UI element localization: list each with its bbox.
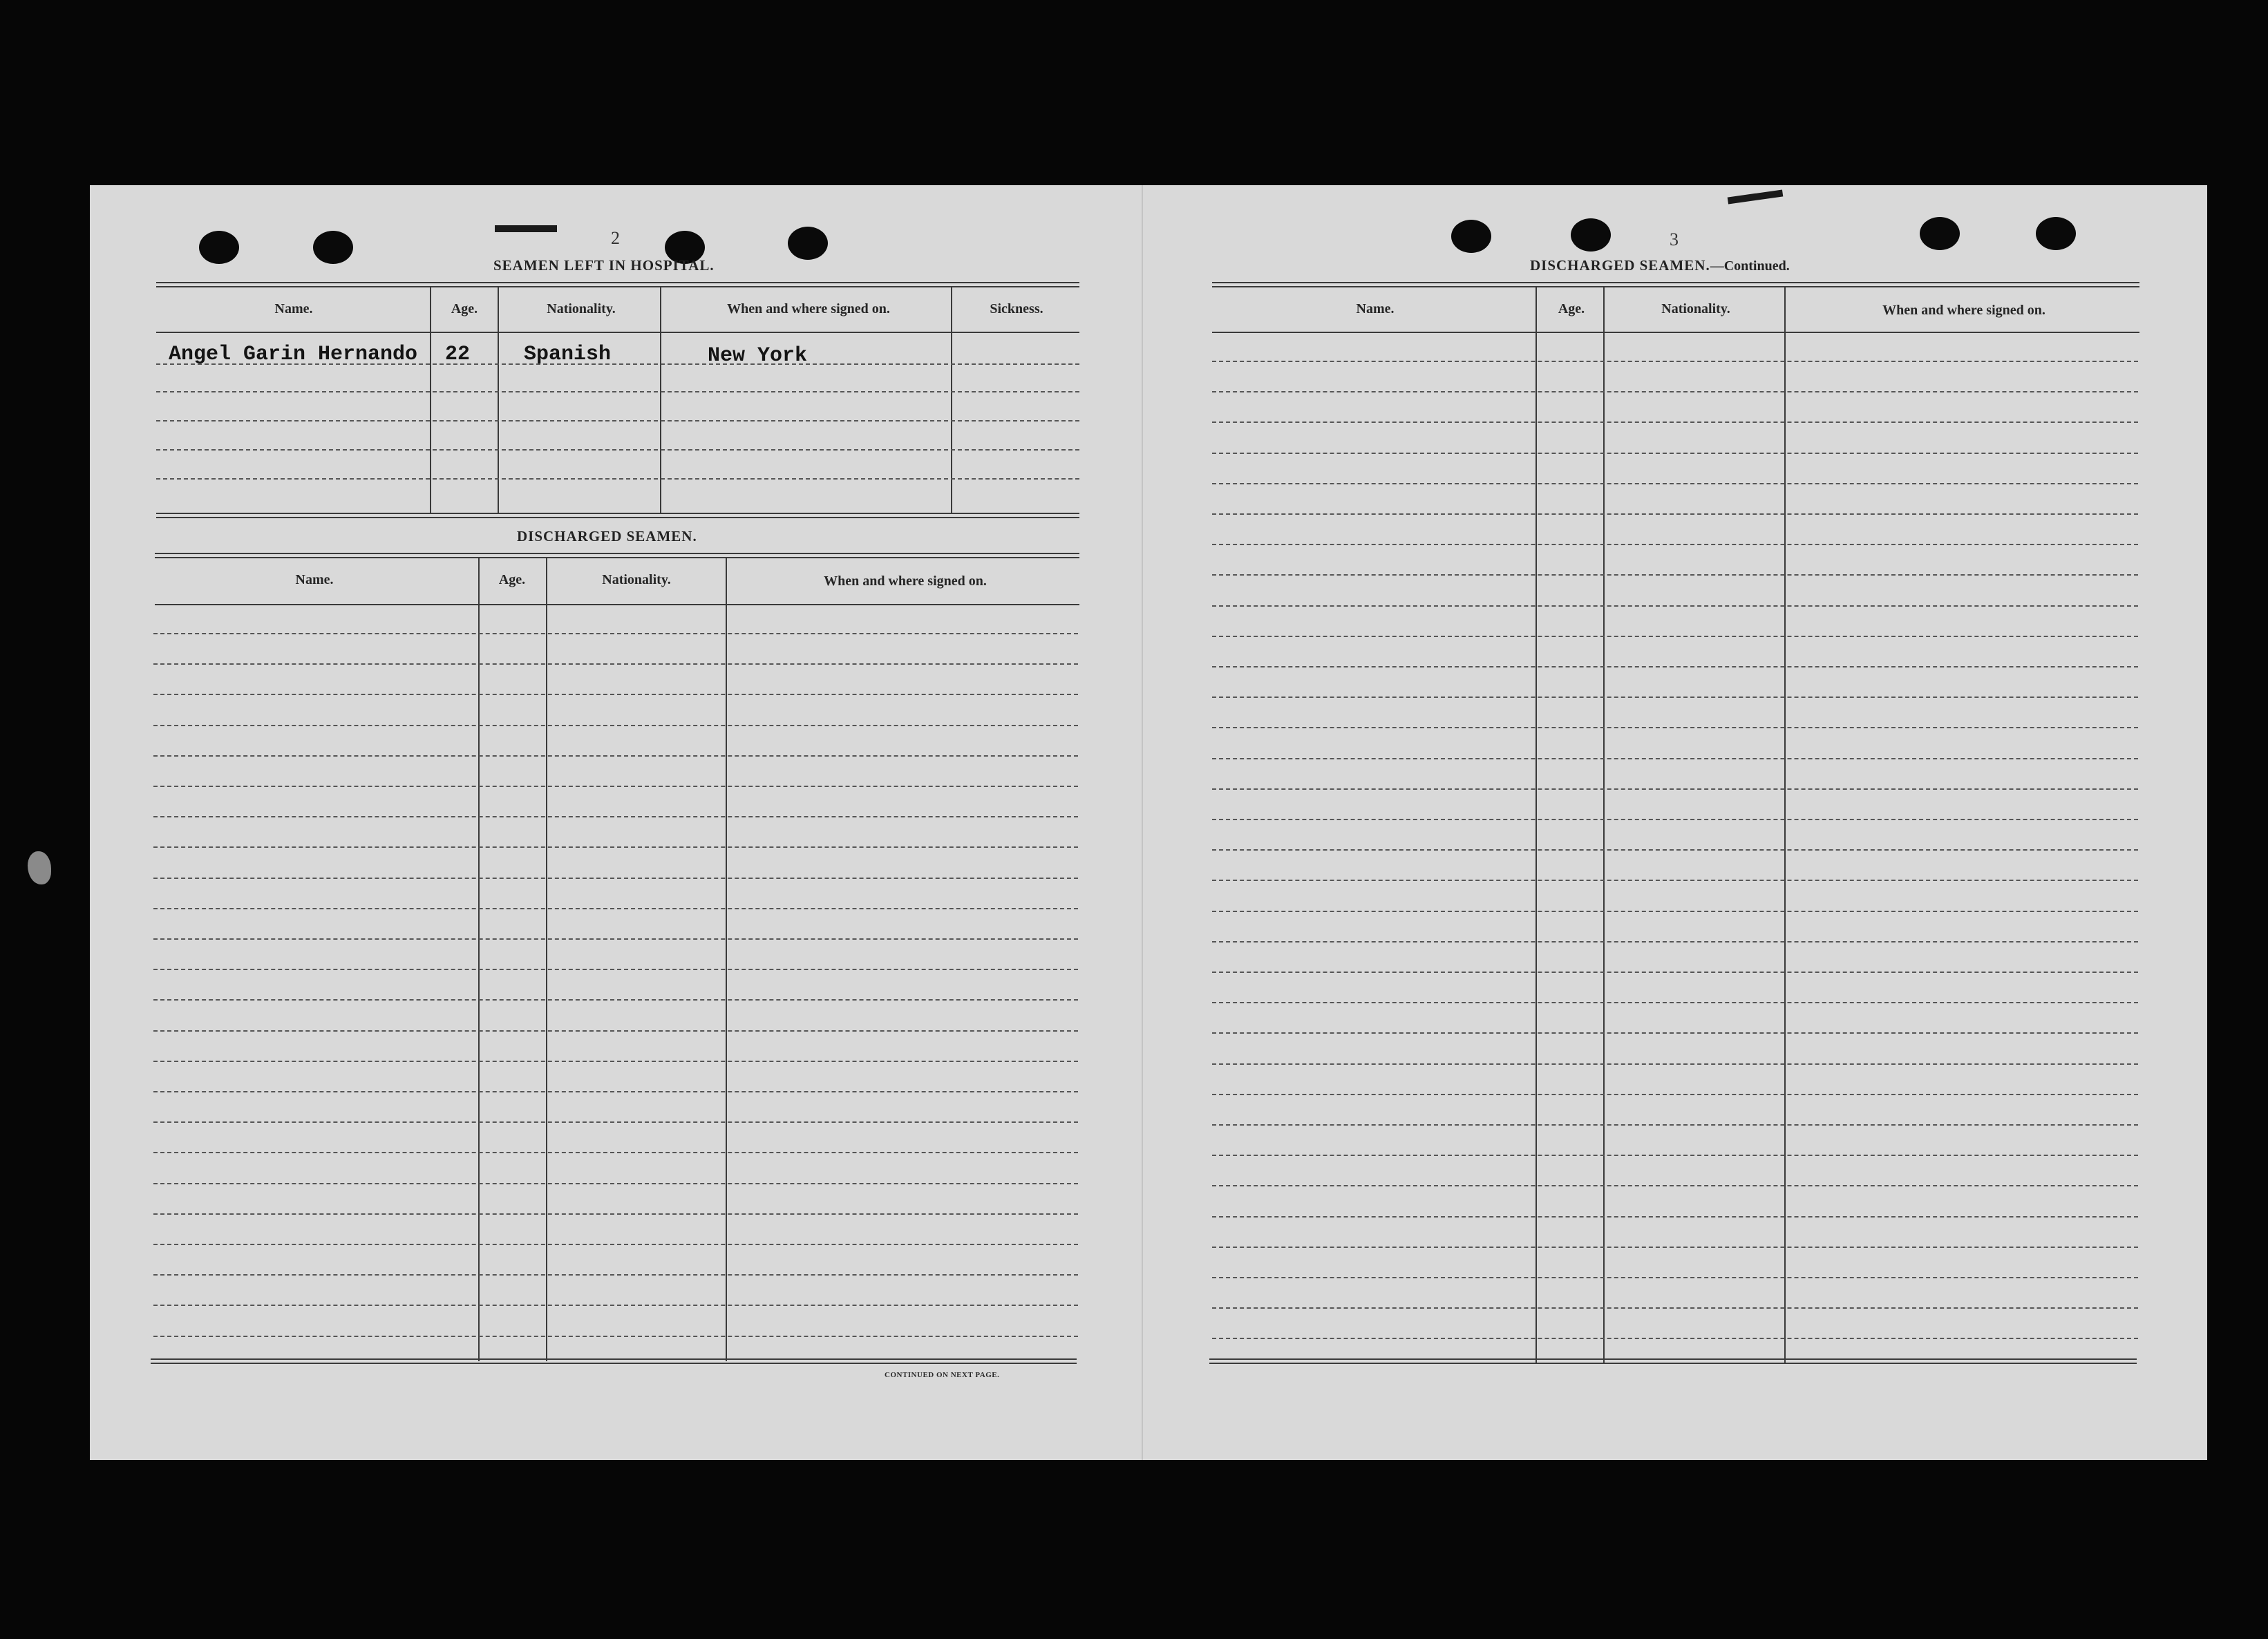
discharged-col-divider — [726, 557, 727, 1361]
continued-suffix: —Continued. — [1710, 258, 1790, 274]
page-fold — [1142, 185, 1143, 1460]
ledger-row-line — [1212, 513, 2138, 515]
ledger-row-line — [1212, 941, 2138, 942]
discharged-col-divider — [546, 557, 547, 1361]
punch-hole — [199, 231, 239, 264]
discharged-top-rule — [155, 557, 1079, 558]
ledger-row-line — [153, 999, 1078, 1001]
ledger-row-line — [1212, 727, 2138, 728]
hospital-top-rule — [156, 282, 1079, 283]
hospital-row-line — [156, 449, 1079, 451]
ledger-row-line — [1212, 788, 2138, 790]
ledger-row-line — [1212, 1124, 2138, 1126]
punch-hole — [1920, 217, 1960, 250]
ledger-row-line — [1212, 605, 2138, 607]
right-top-rule — [1212, 282, 2139, 283]
ledger-row-line — [153, 878, 1078, 879]
discharged-header-rule — [155, 604, 1079, 605]
ledger-row-line — [153, 1030, 1078, 1032]
hospital-header-rule — [156, 332, 1079, 333]
ledger-row-line — [1212, 1338, 2138, 1339]
ledger-row-line — [153, 1121, 1078, 1123]
ledger-row-line — [1212, 1307, 2138, 1309]
right-header-rule — [1212, 332, 2139, 333]
hospital-col-age: Age. — [451, 301, 478, 316]
ledger-row-line — [1212, 697, 2138, 698]
discharged-continued-heading — [1530, 257, 1790, 274]
ledger-row-line — [1212, 1002, 2138, 1003]
right-col-age: Age. — [1558, 301, 1585, 316]
right-bottom-rule — [1209, 1358, 2137, 1360]
discharged-col-divider — [478, 557, 480, 1361]
hospital-bottom-rule — [156, 517, 1079, 518]
ledger-row-line — [1212, 1277, 2138, 1278]
ledger-row-line — [1212, 911, 2138, 912]
page-number-left: 2 — [611, 228, 620, 248]
ledger-row-line — [1212, 849, 2138, 851]
ledger-row-line — [1212, 1094, 2138, 1095]
ledger-row-line — [1212, 361, 2138, 362]
ledger-row-line — [1212, 819, 2138, 820]
hospital-heading: SEAMEN LEFT IN HOSPITAL. — [493, 257, 715, 274]
ledger-row-line — [153, 755, 1078, 757]
ledger-row-line — [1212, 1216, 2138, 1218]
ledger-row-line — [153, 1152, 1078, 1153]
ledger-row-line — [153, 969, 1078, 970]
ledger-row-line — [153, 633, 1078, 634]
right-top-rule — [1212, 286, 2139, 287]
ledger-row-line — [1212, 758, 2138, 759]
hospital-entry-age: 22 — [445, 343, 471, 366]
ledger-row-line — [1212, 666, 2138, 667]
discharged-col-age: Age. — [498, 572, 526, 587]
ledger-row-line — [1212, 1155, 2138, 1156]
discharged-col-signed-on: When and where signed on. — [824, 574, 987, 589]
ledger-row-line — [153, 1336, 1078, 1337]
discharged-bottom-rule — [151, 1358, 1077, 1360]
paper-tear-left — [495, 225, 557, 232]
ledger-row-line — [1212, 880, 2138, 881]
continued-note: CONTINUED ON NEXT PAGE. — [885, 1371, 1000, 1379]
ledger-row-line — [1212, 972, 2138, 973]
hospital-row-line — [156, 478, 1079, 480]
hospital-col-signed-on: When and where signed on. — [727, 301, 890, 316]
punch-hole — [788, 227, 828, 260]
ledger-row-line — [153, 846, 1078, 848]
ledger-row-line — [1212, 421, 2138, 423]
ledger-row-line — [1212, 574, 2138, 576]
punch-hole — [313, 231, 353, 264]
hospital-col-sickness: Sickness. — [990, 301, 1043, 316]
hospital-entry-name: Angel Garin Hernando — [169, 343, 418, 366]
discharged-bottom-rule — [151, 1363, 1077, 1364]
discharged-col-nationality: Nationality. — [602, 572, 671, 587]
ledger-row-line — [1212, 636, 2138, 637]
page-number-right: 3 — [1670, 229, 1679, 249]
ledger-row-line — [153, 1274, 1078, 1276]
scan-speck — [28, 851, 51, 884]
ledger-row-line — [1212, 453, 2138, 454]
hospital-col-name: Name. — [274, 301, 313, 316]
ledger-row-line — [1212, 1063, 2138, 1065]
right-col-divider — [1535, 286, 1537, 1363]
ledger-row-line — [153, 663, 1078, 665]
punch-hole — [1571, 218, 1611, 252]
ledger-row-line — [1212, 1032, 2138, 1034]
ledger-row-line — [153, 725, 1078, 726]
ledger-row-line — [1212, 391, 2138, 392]
ledger-row-line — [153, 1305, 1078, 1306]
ledger-row-line — [153, 908, 1078, 909]
punch-hole — [2036, 217, 2076, 250]
discharged-continued-title: DISCHARGED SEAMEN. — [1530, 257, 1710, 274]
hospital-row-line — [156, 391, 1079, 392]
discharged-heading: DISCHARGED SEAMEN. — [517, 528, 697, 544]
ledger-row-line — [153, 1244, 1078, 1245]
punch-hole — [1451, 220, 1491, 253]
ledger-row-line — [153, 1061, 1078, 1062]
hospital-bottom-rule — [156, 513, 1079, 514]
ledger-row-line — [1212, 483, 2138, 484]
hospital-entry-nationality: Spanish — [524, 343, 612, 366]
ledger-row-line — [153, 1091, 1078, 1092]
ledger-row-line — [153, 1183, 1078, 1184]
ledger-row-line — [1212, 544, 2138, 545]
ledger-row-line — [153, 816, 1078, 817]
right-col-name: Name. — [1356, 301, 1395, 316]
right-col-signed-on: When and where signed on. — [1882, 303, 2045, 318]
ledger-row-line — [153, 694, 1078, 695]
ledger-row-line — [153, 786, 1078, 787]
ledger-row-line — [153, 938, 1078, 940]
ledger-row-line — [1212, 1185, 2138, 1186]
hospital-col-nationality: Nationality. — [547, 301, 616, 316]
right-col-nationality: Nationality. — [1661, 301, 1730, 316]
right-col-divider — [1603, 286, 1605, 1363]
right-bottom-rule — [1209, 1363, 2137, 1364]
document-sheet — [90, 185, 2207, 1460]
hospital-row-line — [156, 363, 1079, 365]
ledger-row-line — [1212, 1247, 2138, 1248]
discharged-col-name: Name. — [295, 572, 334, 587]
hospital-top-rule — [156, 286, 1079, 287]
ledger-row-line — [153, 1213, 1078, 1215]
hospital-row-line — [156, 420, 1079, 421]
discharged-top-rule — [155, 553, 1079, 554]
hospital-entry-signed-on: New York — [708, 344, 808, 368]
right-col-divider — [1784, 286, 1786, 1363]
